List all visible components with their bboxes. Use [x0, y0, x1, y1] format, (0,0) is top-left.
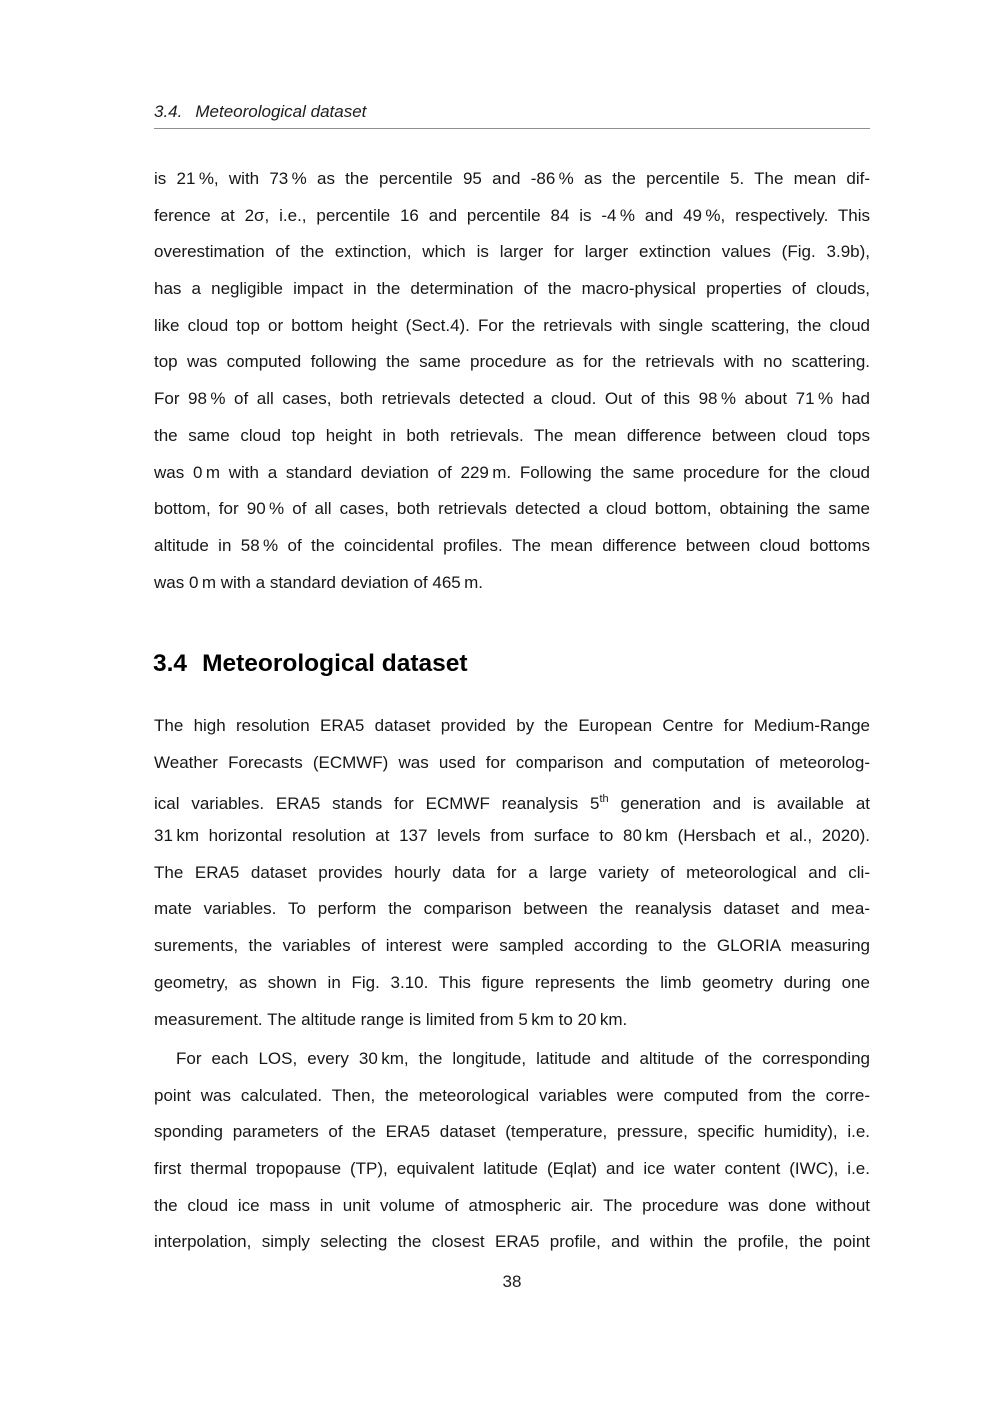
section-heading [153, 649, 869, 679]
text-line-with-superscript [154, 781, 870, 818]
text-line: overestimation of the extinction, which is larger for larger extinction values (Fig. 3.9b), [154, 242, 870, 262]
running-header-section-number: 3.4. [154, 102, 183, 121]
text-line: first thermal tropopause (TP), equivalent latitude (Eqlat) and ice water content (IWC), i.e. [154, 1159, 870, 1179]
text-line: was 0 m with a standard deviation of 229 m. Following the same procedure for the cloud [154, 462, 870, 482]
superscript-ordinal: th [599, 793, 609, 806]
paragraph-2 [154, 708, 870, 1038]
text-line: point was calculated. Then, the meteorological variables were computed from the corre- [154, 1085, 870, 1105]
text-line: the same cloud top height in both retrievals. The mean difference between cloud tops [154, 425, 870, 445]
section-title: Meteorological dataset [202, 650, 468, 677]
paragraph-1 [154, 161, 870, 601]
text-line: The ERA5 dataset provides hourly data for a large variety of meteorological and cli- [154, 862, 870, 882]
text-line: For 98 % of all cases, both retrievals detected a cloud. Out of this 98 % about 71 % had [154, 389, 870, 409]
text-line: Weather Forecasts (ECMWF) was used for comparison and computation of meteorolog- [154, 752, 870, 772]
paragraph-3 [154, 1041, 870, 1261]
text-line: top was computed following the same procedure as for the retrievals with no scattering. [154, 352, 870, 372]
text-line: the cloud ice mass in unit volume of atmospheric air. The procedure was done without [154, 1195, 870, 1215]
text-line: is 21 %, with 73 % as the percentile 95 and -86 % as the percentile 5. The mean dif- [154, 169, 870, 188]
text-line: altitude in 58 % of the coincidental profiles. The mean difference between cloud bottoms [154, 535, 870, 555]
text-segment: ical variables. ERA5 stands for ECMWF reanalysis 5 [154, 794, 600, 814]
text-line: surements, the variables of interest were sampled according to the GLORIA measuring [154, 936, 870, 956]
text-line: The high resolution ERA5 dataset provided by the European Centre for Medium-Range [154, 716, 870, 735]
page-number: 38 [502, 1272, 522, 1291]
page-footer [154, 1272, 870, 1292]
text-line: sponding parameters of the ERA5 dataset (temperature, pressure, specific humidity), i.e. [154, 1122, 870, 1142]
text-line: measurement. The altitude range is limited from 5 km to 20 km. [154, 1009, 628, 1029]
section-number: 3.4 [153, 650, 188, 677]
text-line: bottom, for 90 % of all cases, both retrievals detected a cloud bottom, obtaining the same [154, 499, 870, 519]
running-header-title: Meteorological dataset [195, 102, 367, 121]
text-line: mate variables. To perform the comparison between the reanalysis dataset and mea- [154, 899, 870, 919]
text-line: was 0 m with a standard deviation of 465 m. [154, 572, 484, 592]
text-line: For each LOS, every 30 km, the longitude, latitude and altitude of the corresponding [176, 1049, 870, 1068]
text-line: 31 km horizontal resolution at 137 levels from surface to 80 km (Hersbach et al., 2020). [154, 826, 870, 846]
text-line: geometry, as shown in Fig. 3.10. This figure represents the limb geometry during one [154, 972, 870, 992]
text-segment: generation and is available at [608, 794, 870, 814]
text-line: like cloud top or bottom height (Sect.4). For the retrievals with single scattering, the cloud [154, 315, 870, 335]
running-header [154, 101, 870, 129]
text-line: ference at 2σ, i.e., percentile 16 and percentile 84 is -4 % and 49 %, respectively. This [154, 205, 870, 225]
text-line: has a negligible impact in the determination of the macro-physical properties of clouds, [154, 279, 870, 299]
text-line: interpolation, simply selecting the closest ERA5 profile, and within the profile, the point [154, 1232, 870, 1252]
